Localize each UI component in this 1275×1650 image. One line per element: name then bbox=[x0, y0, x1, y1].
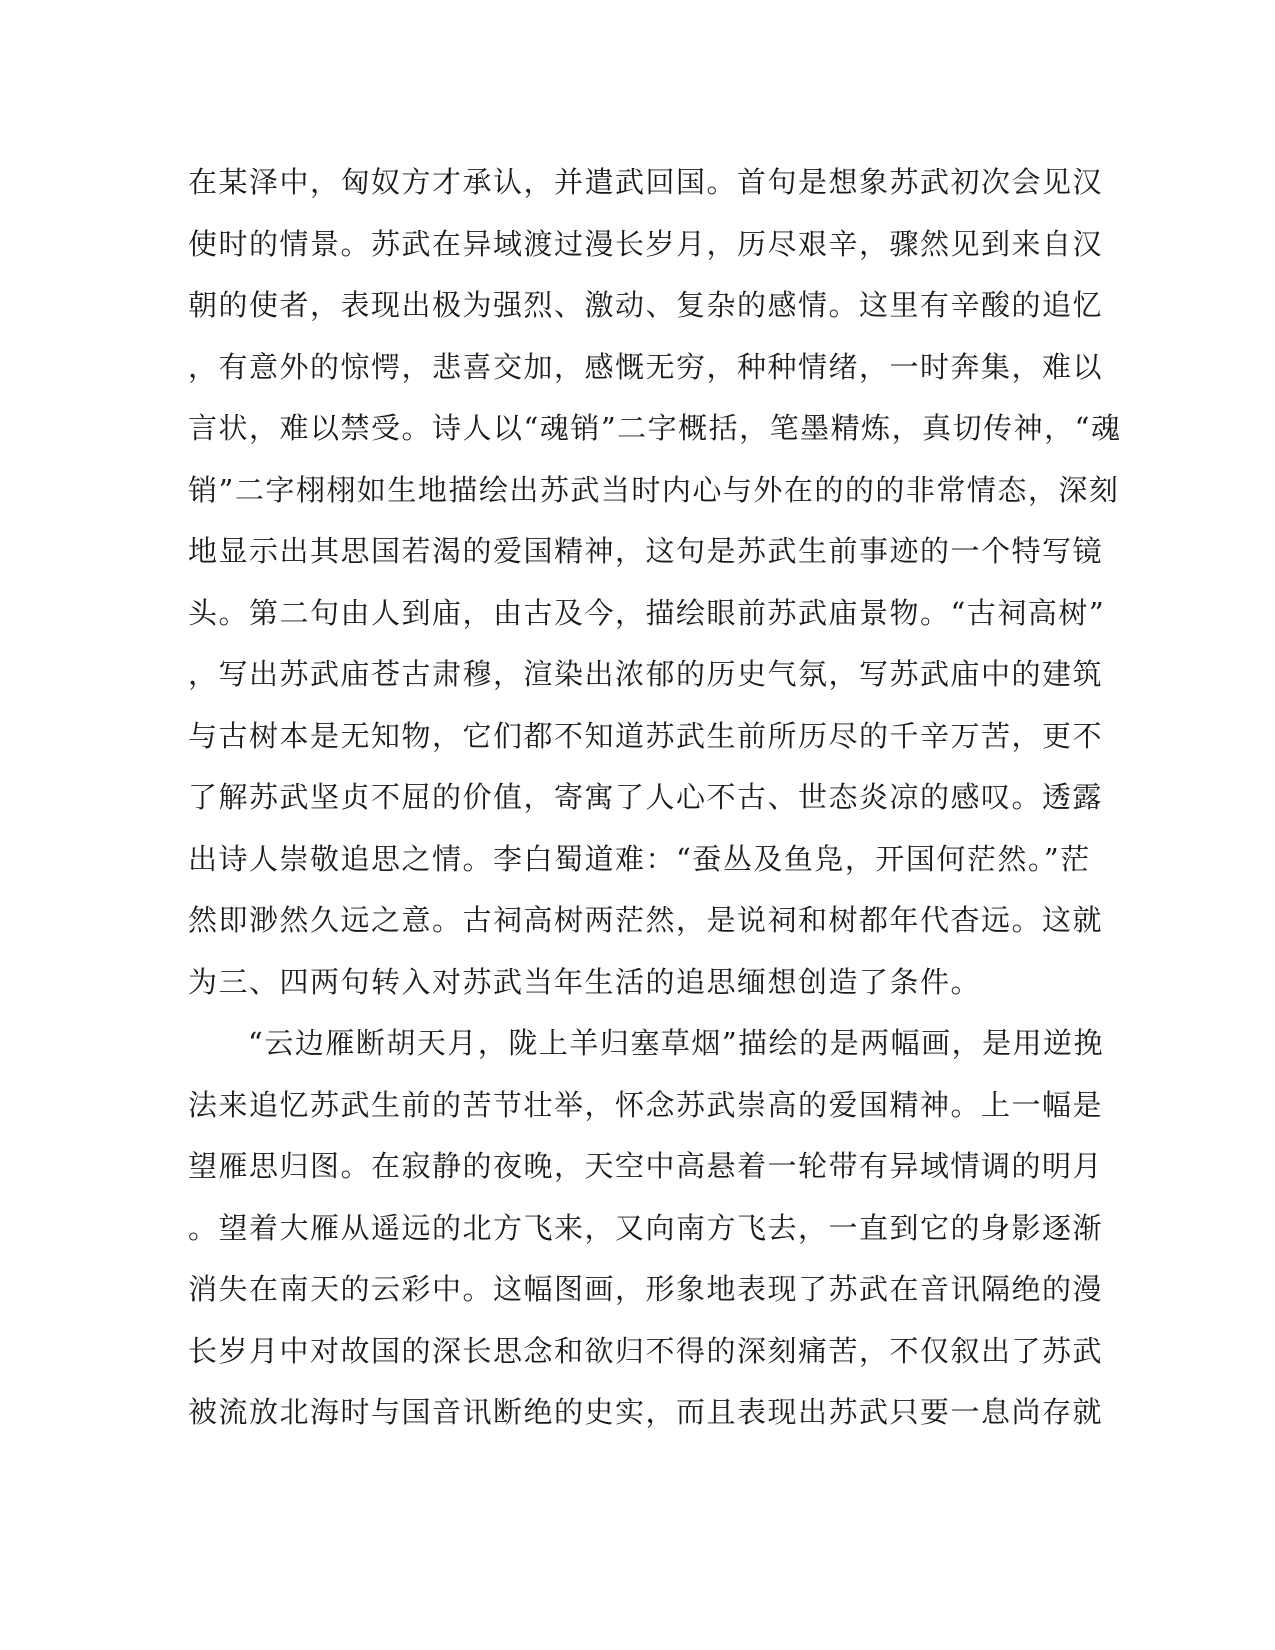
text-line: 朝的使者，表现出极为强烈、激动、复杂的感情。这里有辛酸的追忆 bbox=[188, 288, 1104, 322]
text-line: ，写出苏武庙苍古肃穆，渲染出浓郁的历史气氛，写苏武庙中的建筑 bbox=[188, 657, 1104, 691]
text-line: 法来追忆苏武生前的苦节壮举，怀念苏武崇高的爱国精神。上一幅是 bbox=[188, 1087, 1104, 1122]
text-line: 地显示出其思国若渴的爱国精神，这句是苏武生前事迹的一个特写镜 bbox=[188, 534, 1104, 568]
text-line: ，有意外的惊愕，悲喜交加，感慨无穷，种种情绪，一时奔集，难以 bbox=[188, 349, 1104, 384]
body-text bbox=[188, 162, 1122, 1454]
text-line: 然即渺然久远之意。古祠高树两茫然，是说祠和树都年代杳远。这就 bbox=[188, 903, 1104, 937]
text-line: 消失在南天的云彩中。这幅图画，形象地表现了苏武在音讯隔绝的漫 bbox=[188, 1272, 1104, 1306]
paragraph-2 bbox=[188, 1023, 1105, 1454]
text-line: 了解苏武坚贞不屈的价值，寄寓了人心不古、世态炎凉的感叹。透露 bbox=[188, 780, 1104, 814]
text-line: 在某泽中，匈奴方才承认，并遣武回国。首句是想象苏武初次会见汉 bbox=[188, 165, 1104, 199]
text-line: 销”二字栩栩如生地描绘出苏武当时内心与外在的的的非常情态，深刻 bbox=[188, 472, 1120, 507]
text-line: 为三、四两句转入对苏武当年生活的追思缅想创造了条件。 bbox=[188, 964, 982, 999]
text-line: 望雁思归图。在寂静的夜晚，天空中高悬着一轮带有异域情调的明月 bbox=[188, 1149, 1104, 1183]
text-line: 与古树本是无知物，它们都不知道苏武生前所历尽的千辛万苦，更不 bbox=[188, 718, 1104, 753]
paragraph-1 bbox=[188, 162, 1122, 1023]
text-line: 出诗人崇敬追思之情。李白蜀道难：“蚕丛及鱼凫，开国何茫然。”茫 bbox=[188, 841, 1091, 876]
text-line: 长岁月中对故国的深长思念和欲归不得的深刻痛苦，不仅叙出了苏武 bbox=[188, 1333, 1104, 1368]
text-line: 被流放北海时与国音讯断绝的史实，而且表现出苏武只要一息尚存就 bbox=[188, 1395, 1104, 1429]
text-line: 言状，难以禁受。诗人以“魂销”二字概括，笔墨精炼，真切传神，“魂 bbox=[188, 411, 1122, 445]
text-line: 使时的情景。苏武在异域渡过漫长岁月，历尽艰辛，骤然见到来自汉 bbox=[188, 226, 1104, 261]
text-line: 头。第二句由人到庙，由古及今，描绘眼前苏武庙景物。“古祠高树” bbox=[188, 595, 1106, 630]
text-line: 。望着大雁从遥远的北方飞来，又向南方飞去，一直到它的身影逐渐 bbox=[188, 1210, 1104, 1245]
text-line: “云边雁断胡天月，陇上羊归塞草烟”描绘的是两幅画，是用逆挽 bbox=[248, 1026, 1105, 1060]
